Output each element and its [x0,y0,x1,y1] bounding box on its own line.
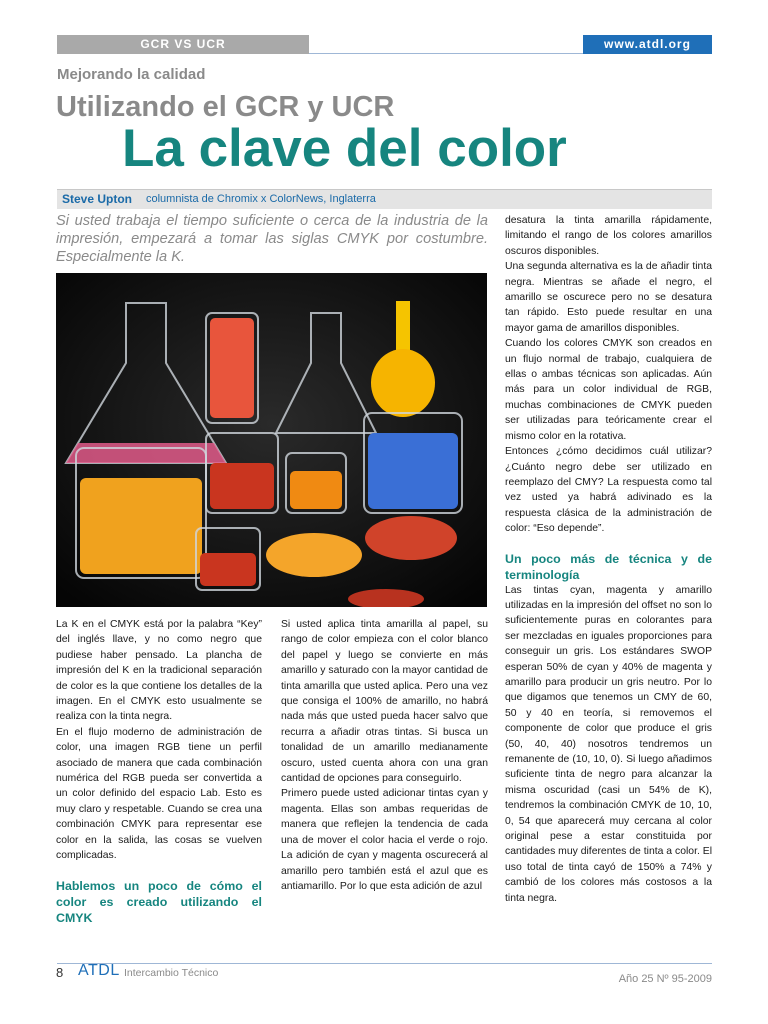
byline-bar [57,189,712,209]
paragraph: desatura la tinta amarilla rápidamente, limitando el rango de los colores amarillos oscuros disponibles. [505,215,712,257]
paragraph: Una segunda alternativa es la de añadir tinta negra. Mientras se añade el negro, el amarillo se oscurece pero no se desatura tan rápido. Esto puede resultar en una mayor gama de amarillos disponibles. [505,261,712,334]
footer-section: Intercambio Técnico [124,967,219,979]
paragraph: La K en el CMYK está por la palabra “Key” del inglés llave, y no como negro que pudiese haber pensado. La plancha de impresión del K en la tradicional separación de color es la que contiene los detalles de la imagen. En el CMYK esto usualmente se realiza con la tinta negra. [56,619,262,723]
paragraph: En el flujo moderno de administración de color, una imagen RGB tiene un perfil asociado de manera que cada combinación numérica del RGB pueda ser convertida a un color definido del espacio Lab. Esto es muy claro y respetable. Cuando se crea una combinación CMYK para representar ese color en la salida, las cosas se vuelven complicadas. [56,726,262,862]
lab-glassware-photo [56,273,487,607]
paragraph: Cuando los colores CMYK son creados en un flujo normal de trabajo, cualquiera de ellas o ambas técnicas son aplicadas. Aún más para un color individual de RGB, muchas combinaciones de CMYK pueden ser utilizadas para teóricamente crear el mismo color en la rotativa. [505,338,712,442]
section-tag: GCR VS UCR [140,37,226,51]
section-tag-bar [57,35,309,54]
article-title: La clave del color [122,119,567,178]
author-name: Steve Upton [62,192,133,206]
paragraph: Primero puede usted adicionar tintas cyan y magenta. Ellas son ambas requeridas de manera que reflejen la tendencia de cada una de mover el color hacia el verde o rojo. La adición de cyan y magenta oscurecerá al amarillo pero también está el azul que es antiamarillo. Por lo que esta adición de azul [281,788,488,892]
footer-rule [57,963,712,964]
paragraph: Las tintas cyan, magenta y amarillo utilizadas en la impresión del offset no son lo suficientemente puras en colorantes para ser mezcladas en iguales proporciones para conseguir un gris. Los estándares SWOP esperan 50% de cyan y 40% de magenta y amarillo para producir un gris neutro. Por lo que digamos que tenemos un CMY de 60, 50 y 40 en teoría, si removemos el componente de color que produce el gris (50, 40, 40) nosotros tendremos un remanente de (10, 10, 0). Si luego añadimos suficiente tinta de negro para alcanzar la misma oscuridad (casi un 54% de K), tendremos la combinación CMYK de 10, 10, 0, 54 que aparecerá muy cercana al color original pese a estar constituida por cantidades muy diferentes de tinta a color. El uso total de tinta cayó de 150% a 74% y cambió de los colores más costosos a la tinta negra. [505,584,712,904]
paragraph: Entonces ¿cómo decidimos cuál utilizar? ¿Cuánto negro debe ser utilizado en reemplazo del CMY? La respuesta como tal vez usted ya habrá adivinado es la respuesta clásica de la administración de color: “Eso depende”. [505,446,712,535]
issue-info: Año 25 Nº 95-2009 [618,973,712,985]
section-heading: Hablemos un poco de cómo el color es creado utilizando el CMYK [56,878,262,925]
page-number: 8 [56,965,64,980]
column-2 [281,617,488,894]
lede-paragraph: Si usted trabaja el tiempo suficiente o cerca de la industria de la impresión, empezará a tomar las siglas CMYK por costumbre. Especialmente la K. [56,213,488,265]
site-url[interactable]: www.atdl.org [604,37,691,51]
footer-brand: ATDL [78,962,120,979]
header-rule [309,53,583,54]
article-subtitle: Utilizando el GCR y UCR [56,91,395,123]
author-role: columnista de Chromix x ColorNews, Inglaterra [146,193,376,205]
site-tag-bar [583,35,712,54]
kicker: Mejorando la calidad [57,66,206,83]
column-3 [505,213,712,906]
section-heading: Un poco más de técnica y de terminología [505,551,712,582]
column-1 [56,617,262,926]
paragraph: Si usted aplica tinta amarilla al papel, su rango de color empieza con el color blanco del papel y luego se convierte en más amarillo y saturado con la mayor cantidad de tinta amarilla que usted aplica. Pero una vez que consiga el 100% de amarillo, no habrá nada más que usted pueda hacer salvo que recurra a añadir otras tintas. Si busca un tonalidad de un amarillo medianamente oscuro, usted cuenta ahora con una gran cantidad de opciones para conseguirlo. [281,619,488,785]
